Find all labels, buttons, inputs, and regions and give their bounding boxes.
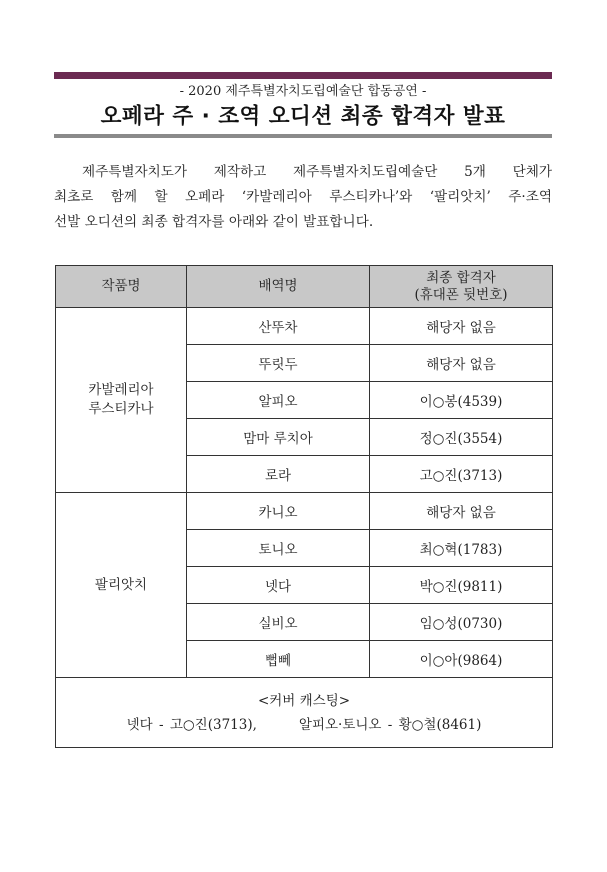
table-row: [56, 493, 553, 530]
event-subtitle: - 2020 제주특별자치도립예술단 합동공연 -: [179, 84, 427, 99]
header-result-line2: (휴대폰 뒷번호): [414, 286, 508, 303]
result-cell: 해당자 없음: [370, 308, 553, 345]
header-work: 작품명: [56, 266, 187, 308]
role-cell: 카니오: [187, 493, 370, 530]
work-name-line1: 카발레리아: [88, 382, 154, 398]
role-cell: 뚜릿두: [187, 345, 370, 382]
table-row: [56, 308, 553, 345]
top-accent-bar: [54, 72, 552, 79]
result-cell: 해당자 없음: [370, 493, 553, 530]
role-cell: 로라: [187, 456, 370, 493]
result-cell: 정○진(3554): [370, 419, 553, 456]
intro-line-2: 최초로 함께 할 오페라 ‘카발레리아 루스티카나’와 ‘팔리앗치’ 주·조역: [54, 189, 552, 205]
header-result-line1: 최종 합격자: [426, 269, 496, 286]
header-result: [370, 266, 553, 308]
cover-casting-item-2: 알피오·토니오 - 황○철(8461): [298, 716, 482, 733]
role-cell: 산뚜차: [187, 308, 370, 345]
table-header-row: [56, 266, 553, 308]
cover-casting-cell: [56, 678, 553, 748]
result-cell: 이○봉(4539): [370, 382, 553, 419]
role-cell: 실비오: [187, 604, 370, 641]
work-cell-pagliacci: [56, 493, 187, 678]
role-cell: 뻡뻬: [187, 641, 370, 678]
result-cell: 해당자 없음: [370, 345, 553, 382]
intro-line-1: 제주특별자치도가 제작하고 제주특별자치도립예술단 5개 단체가: [82, 164, 552, 180]
page-title: 오페라 주 · 조역 오디션 최종 합격자 발표: [100, 104, 506, 129]
intro-line-3: 선발 오디션의 최종 합격자를 아래와 같이 발표합니다.: [54, 214, 374, 230]
cover-casting-item-1: 넷다 - 고○진(3713),: [126, 716, 257, 733]
work-name-line2: 루스티카나: [88, 401, 154, 417]
result-cell: 박○진(9811): [370, 567, 553, 604]
cover-casting-list: [56, 713, 552, 737]
intro-paragraph: [54, 160, 552, 235]
cover-casting-heading: <커버 캐스팅>: [257, 692, 351, 709]
result-cell: 임○성(0730): [370, 604, 553, 641]
work-name-line1: 팔리앗치: [94, 576, 148, 593]
result-cell: 고○진(3713): [370, 456, 553, 493]
title-underline: [54, 134, 552, 138]
result-cell: 이○아(9864): [370, 641, 553, 678]
role-cell: 넷다: [187, 567, 370, 604]
results-table: [55, 265, 553, 748]
work-cell-cavalleria: [56, 308, 187, 493]
header-role: 배역명: [187, 266, 370, 308]
result-cell: 최○혁(1783): [370, 530, 553, 567]
cover-casting-row: [56, 678, 553, 748]
role-cell: 맘마 루치아: [187, 419, 370, 456]
role-cell: 토니오: [187, 530, 370, 567]
role-cell: 알피오: [187, 382, 370, 419]
